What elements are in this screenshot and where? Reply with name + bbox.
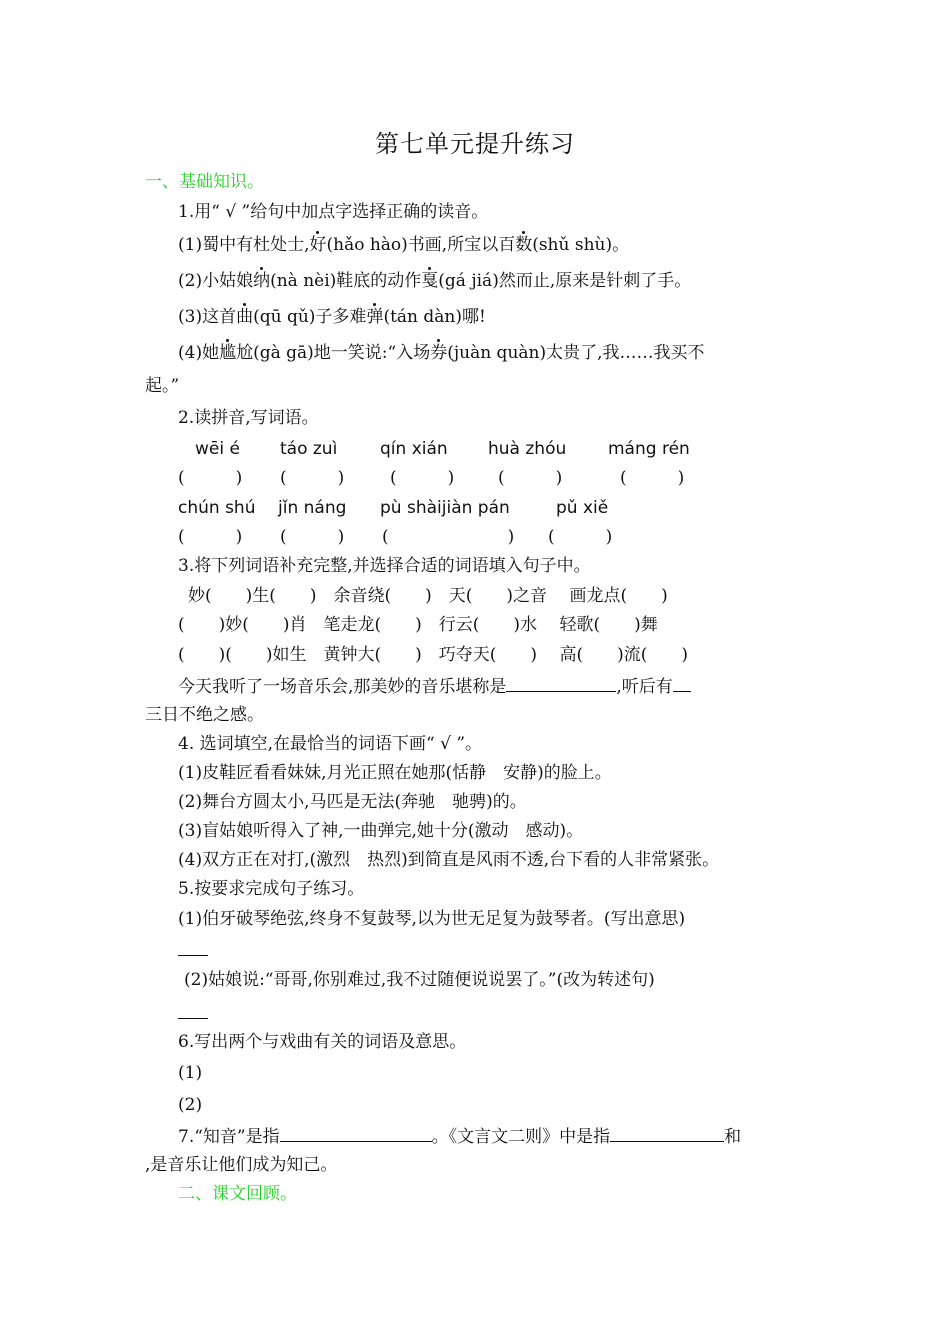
question-5-item-1: (1)伯牙破琴绝弦,终身不复鼓琴,以为世无足复为鼓琴者。(写出意思): [178, 909, 686, 929]
question-3-sentence: 今天我听了一场音乐会,那美妙的音乐堪称是 ,听后有: [178, 673, 691, 699]
page-title: 第七单元提升练习: [375, 130, 575, 158]
answer-bracket[interactable]: ( ): [178, 527, 243, 547]
fill-blank[interactable]: [506, 673, 616, 692]
answer-bracket[interactable]: ( ): [620, 468, 685, 488]
section-heading-basics: 一、基础知识。: [145, 172, 264, 192]
dotted-char: 数: [515, 235, 533, 255]
pinyin-item: pù shàijiàn pán: [380, 498, 510, 518]
section-heading-review: 二、课文回顾。: [178, 1184, 297, 1204]
question-1-item-1: (1)蜀中有杜处士,好(hǎo hào)书画,所宝以百数(shǔ shù)。: [178, 235, 630, 255]
pinyin-row-1: [0, 437, 950, 461]
idiom-row-2: ( )妙( )肖 笔走龙( ) 行云( )水 轻歌( )舞: [178, 615, 658, 635]
answer-line[interactable]: [178, 1018, 208, 1019]
question-7: 7.“知音”是指 。《文言文二则》中是指 和: [178, 1123, 741, 1149]
answer-bracket[interactable]: ( ): [548, 527, 613, 547]
question-1-stem: 1.用“ √ ”给句中加点字选择正确的读音。: [178, 202, 489, 222]
pinyin-item: qín xián: [380, 439, 448, 459]
question-4-item-3: (3)盲姑娘听得入了神,一曲弹完,她十分(激动 感动)。: [178, 821, 584, 841]
pinyin-item: pǔ xiě: [556, 498, 609, 518]
answer-bracket[interactable]: ( ): [178, 468, 243, 488]
dotted-char: 戛: [421, 271, 439, 291]
question-1-item-4: (4)她尴尬(gà gā)地一笑说:“入场券(juàn quàn)太贵了,我……我买不: [178, 343, 705, 363]
dotted-char: 曲: [236, 307, 254, 327]
pinyin-item: huà zhóu: [488, 439, 567, 459]
question-3-sentence-continued: 三日不绝之感。: [145, 705, 264, 725]
pinyin-item: táo zuì: [280, 439, 338, 459]
question-3-stem: 3.将下列词语补充完整,并选择合适的词语填入句子中。: [178, 556, 591, 576]
pinyin-row-2: [0, 496, 950, 520]
pinyin-item: chún shú: [178, 498, 256, 518]
question-5-item-2: (2)姑娘说:“哥哥,你别难过,我不过随便说说罢了。”(改为转述句): [184, 970, 655, 990]
question-1-item-4-continued: 起。”: [145, 376, 180, 396]
question-2-stem: 2.读拼音,写词语。: [178, 408, 319, 428]
pinyin-item: máng rén: [608, 439, 690, 459]
answer-bracket[interactable]: ( ): [382, 527, 515, 547]
question-6-stem: 6.写出两个与戏曲有关的词语及意思。: [178, 1032, 467, 1052]
dotted-char: 弹: [366, 307, 384, 327]
answer-line[interactable]: [178, 955, 208, 956]
idiom-row-3: ( )( )如生 黄钟大( ) 巧夺天( ) 高( )流( ): [178, 645, 688, 665]
question-1-item-3: (3)这首曲(qū qǔ)子多难弹(tán dàn)哪!: [178, 307, 486, 327]
dotted-char: 券: [430, 343, 448, 363]
fill-blank[interactable]: [610, 1123, 724, 1142]
question-6-item-2: (2): [178, 1095, 203, 1115]
dotted-char: 好: [309, 235, 327, 255]
pinyin-item: jǐn náng: [278, 498, 347, 518]
fill-blank[interactable]: [280, 1123, 432, 1142]
dotted-char: 纳: [253, 271, 271, 291]
answer-bracket[interactable]: ( ): [280, 468, 345, 488]
question-4-stem: 4. 选词填空,在最恰当的词语下画“ √ ”。: [178, 734, 483, 754]
question-6-item-1: (1): [178, 1063, 203, 1083]
answer-bracket[interactable]: ( ): [498, 468, 563, 488]
idiom-row-1: 妙( )生( ) 余音绕( ) 天( )之音 画龙点( ): [188, 586, 668, 606]
question-5-stem: 5.按要求完成句子练习。: [178, 879, 365, 899]
question-1-item-2: (2)小姑娘纳(nà nèi)鞋底的动作戛(gá jiá)然而止,原来是针刺了手。: [178, 271, 692, 291]
answer-bracket[interactable]: ( ): [390, 468, 455, 488]
fill-blank[interactable]: [673, 673, 691, 692]
answer-bracket[interactable]: ( ): [280, 527, 345, 547]
question-7-continued: ,是音乐让他们成为知己。: [145, 1155, 338, 1175]
dotted-char: 尴: [219, 343, 237, 363]
pinyin-item: wēi é: [195, 439, 240, 459]
question-4-item-2: (2)舞台方圆太小,马匹是无法(奔驰 驰骋)的。: [178, 792, 527, 812]
question-4-item-4: (4)双方正在对打,(激烈 热烈)到简直是风雨不透,台下看的人非常紧张。: [178, 850, 720, 870]
question-4-item-1: (1)皮鞋匠看看妹妹,月光正照在她那(恬静 安静)的脸上。: [178, 763, 612, 783]
